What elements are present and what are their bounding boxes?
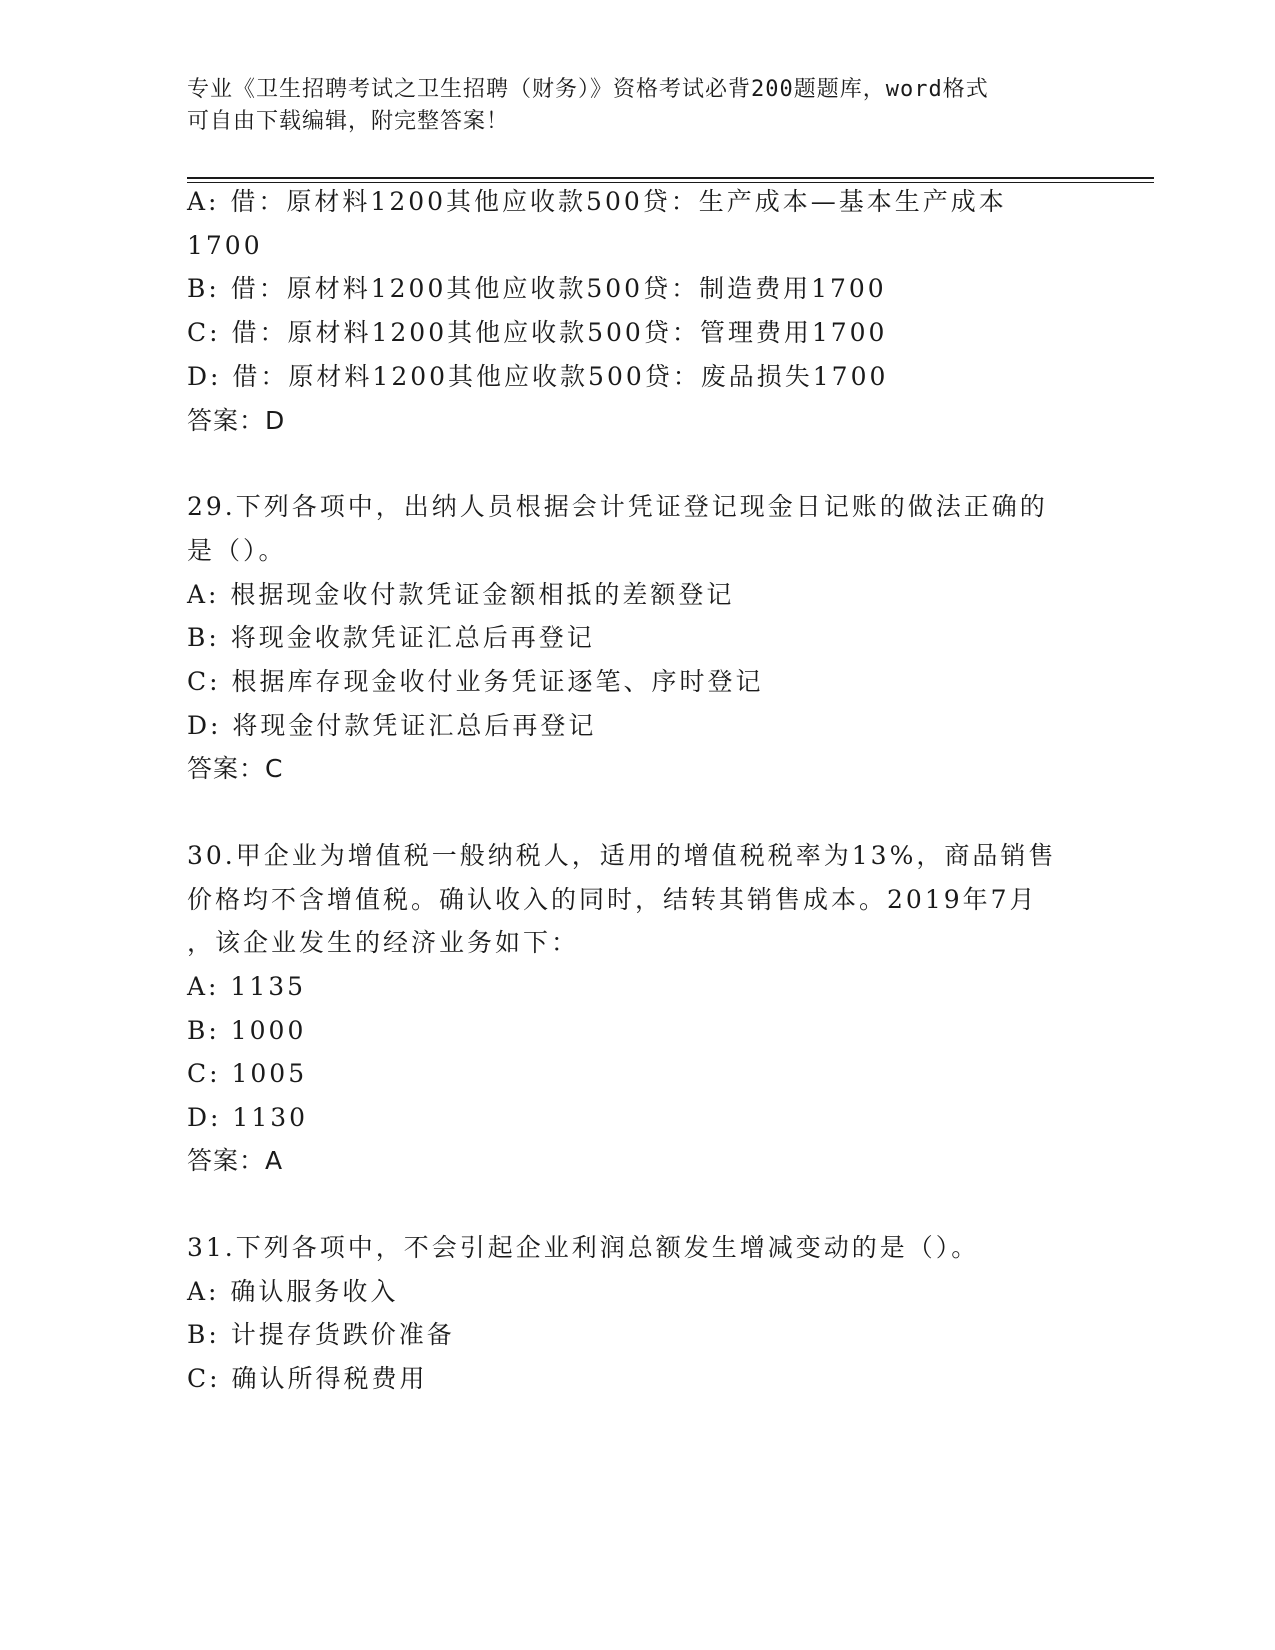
q28-option-a-line1: A: 借：原材料1200其他应收款500贷：生产成本—基本生产成本 [187,187,1007,216]
q31-option-a: A: 确认服务收入 [187,1277,399,1306]
q29-option-a: A: 根据现金收付款凭证金额相抵的差额登记 [187,580,735,609]
document-header [187,74,1087,138]
q30-option-a: A: 1135 [187,972,307,1001]
q31-option-c: C: 确认所得税费用 [187,1364,428,1393]
header-title-line1: 专业《卫生招聘考试之卫生招聘（财务）》资格考试必背200题题库，word格式 [187,77,989,102]
q29-option-d: D: 将现金付款凭证汇总后再登记 [187,711,597,740]
q28-option-c: C: 借：原材料1200其他应收款500贷：管理费用1700 [187,318,888,347]
q31-option-b: B: 计提存货跌价准备 [187,1320,455,1349]
q28-answer: 答案：D [187,406,286,435]
q29-option-c: C: 根据库存现金收付业务凭证逐笔、序时登记 [187,667,764,696]
header-divider-thick [187,177,1154,179]
q29-stem-line1: 29.下列各项中，出纳人员根据会计凭证登记现金日记账的做法正确的 [187,492,1048,521]
q30-answer: 答案：A [187,1146,284,1175]
q28-option-a-line2: 1700 [187,231,263,260]
header-divider-thin [187,182,1154,183]
q30-stem-line3: ，该企业发生的经济业务如下： [187,928,580,957]
q28-option-b: B: 借：原材料1200其他应收款500贷：制造费用1700 [187,274,887,303]
q28-option-d: D: 借：原材料1200其他应收款500贷：废品损失1700 [187,362,889,391]
q30-stem-line2: 价格均不含增值税。确认收入的同时，结转其销售成本。2019年7月 [187,885,1038,914]
q31-stem-line1: 31.下列各项中，不会引起企业利润总额发生增减变动的是（）。 [187,1233,980,1262]
q29-option-b: B: 将现金收款凭证汇总后再登记 [187,623,595,652]
q29-answer: 答案：C [187,754,284,783]
header-title-line2: 可自由下载编辑，附完整答案！ [187,109,510,134]
q30-option-b: B: 1000 [187,1016,307,1045]
q29-stem-line2: 是（）。 [187,536,287,565]
q30-option-d: D: 1130 [187,1103,309,1132]
q30-option-c: C: 1005 [187,1059,308,1088]
q30-stem-line1: 30.甲企业为增值税一般纳税人，适用的增值税税率为13%，商品销售 [187,841,1057,870]
